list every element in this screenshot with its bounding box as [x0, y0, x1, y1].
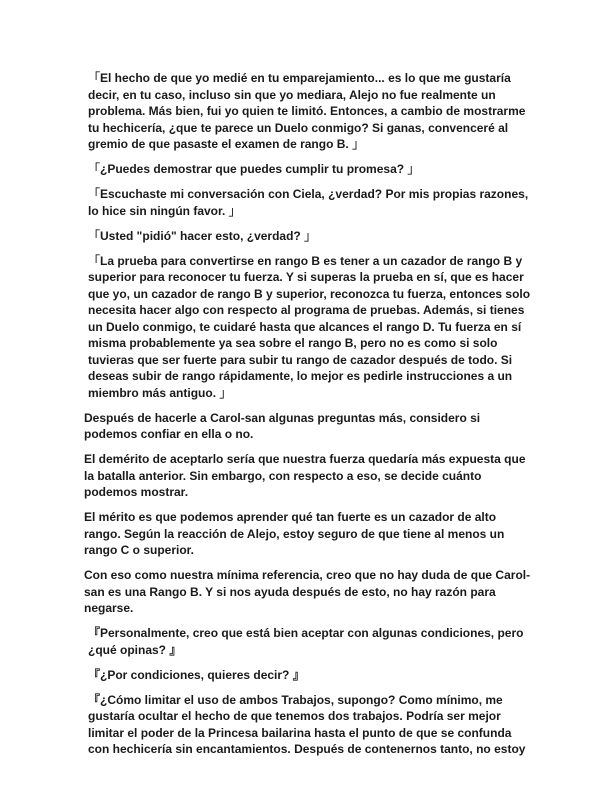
paragraph-10: 『Personalmente, creo que está bien aceptar con algunas condiciones, pero ¿qué opinas? 』	[88, 626, 524, 657]
paragraph-3: 「Escuchaste mi conversación con Ciela, ¿verdad? Por mis propias razones, lo hice sin ningún favor. 」	[88, 187, 529, 218]
paragraph-6: Después de hacerle a Carol-san algunas preguntas más, considero si podemos confiar en ella o no.	[84, 410, 481, 441]
paragraph-12: 『¿Cómo limitar el uso de ambos Trabajos, supongo? Como mínimo, me gustaría ocultar el hecho de que tenemos dos trabajos. Podría ser mejor limitar el poder de la Princesa bailarina hasta el punto de que se confunda con hechicería sin encantamientos. Después de contenernos tanto, no estoy	[88, 692, 526, 756]
paragraph-1: 「El hecho de que yo medié en tu emparejamiento... es lo que me gustaría decir, en tu caso, incluso sin que yo mediara, Alejo no fue realmente un problema. Más bien, fui yo quien te limitó. Entonces, a cambio de mostrarme tu hechicería, ¿que te parece un Duelo conmigo? Si ganas, convenceré al gremio de que pasaste el examen de rango B. 」	[88, 71, 526, 151]
paragraph-2: 「¿Puedes demostrar que puedes cumplir tu promesa? 」	[88, 162, 420, 176]
paragraph-5: 「La prueba para convertirse en rango B es tener a un cazador de rango B y superior para reconocer tu fuerza. Y si superas la prueba en sí, que es hacer que yo, un cazador de rango B y superior, reconozca tu fuerza, entonces solo necesita hacer algo con respecto al programa de pruebas. Además, si tienes un Duelo conmigo, te cuidaré hasta que alcances el rango D. Tu fuerza en sí misma probablemente ya sea sobre el rango B, pero no es como si solo tuvieras que ser fuerte para subir tu rango de cazador después de todo. Si deseas subir de rango rápidamente, lo mejor es pedirle instrucciones a un miembro más antiguo. 」	[88, 253, 531, 400]
paragraph-9: Con eso como nuestra mínima referencia, creo que no hay duda de que Carol-san es una Rango B. Y si nos ayuda después de esto, no hay razón para negarse.	[84, 568, 531, 615]
document-page	[84, 70, 534, 766]
paragraph-7: El demérito de aceptarlo sería que nuestra fuerza quedaría más expuesta que la batalla anterior. Sin embargo, con respecto a eso, se decide cuánto podemos mostrar.	[84, 452, 526, 499]
paragraph-8: El mérito es que podemos aprender qué tan fuerte es un cazador de alto rango. Según la reacción de Alejo, estoy seguro de que tiene al menos un rango C o superior.	[84, 510, 505, 557]
paragraph-11: 『¿Por condiciones, quieres decir? 』	[88, 667, 305, 682]
paragraph-4: 「Usted "pidió" hacer esto, ¿verdad? 」	[88, 228, 317, 243]
